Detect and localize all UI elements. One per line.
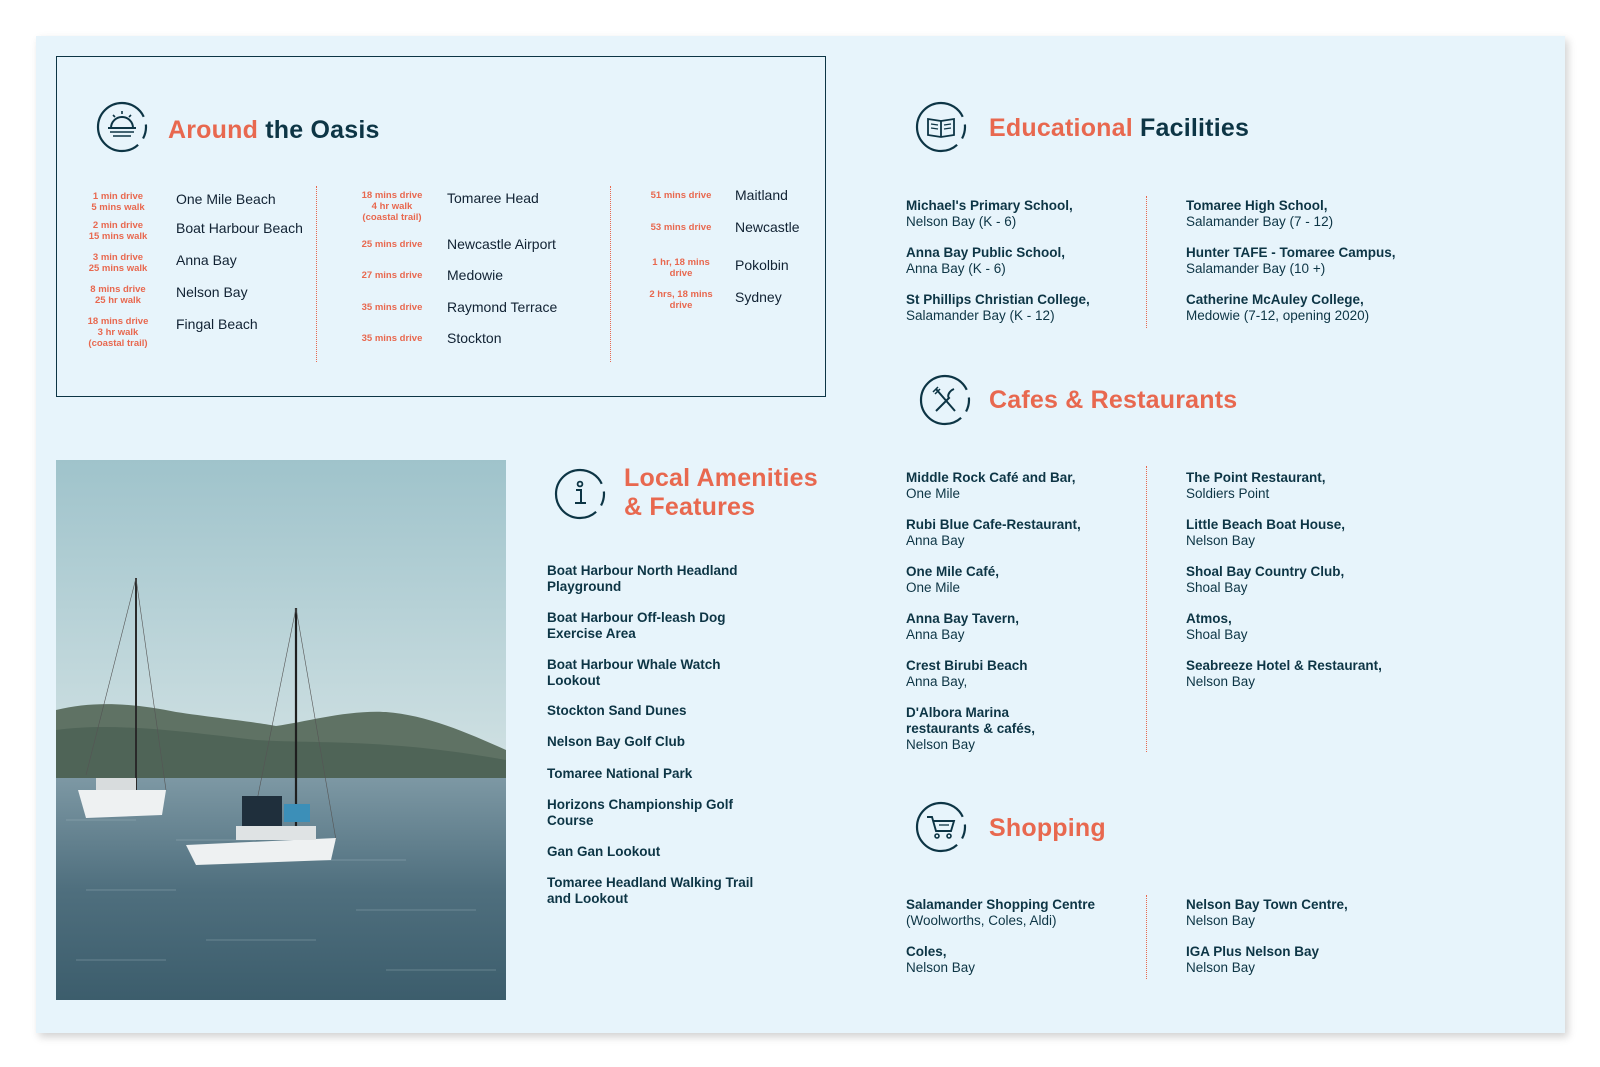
education-heading	[989, 114, 1249, 143]
item-location: Medowie (7-12, opening 2020)	[1186, 308, 1370, 323]
list-item	[1186, 245, 1396, 277]
oasis-distance: 18 mins drive 4 hr walk (coastal trail)	[361, 190, 423, 223]
list-item	[906, 517, 1081, 549]
oasis-place: Boat Harbour Beach	[176, 220, 303, 236]
oasis-place: Anna Bay	[176, 252, 237, 268]
item-location: Nelson Bay	[906, 960, 976, 975]
amenity-item: Boat Harbour Whale Watch Lookout	[547, 657, 721, 688]
item-name: One Mile Café,	[906, 564, 1000, 579]
list-item	[1186, 611, 1248, 643]
oasis-place: Pokolbin	[735, 257, 789, 273]
amenity-item: Gan Gan Lookout	[547, 844, 661, 859]
item-location: Nelson Bay	[906, 737, 976, 752]
list-item	[1186, 517, 1345, 549]
oasis-heading-main: the Oasis	[265, 116, 380, 144]
list-item	[906, 198, 1073, 230]
item-name: Little Beach Boat House,	[1186, 517, 1346, 532]
oasis-heading	[168, 116, 380, 145]
oasis-place: Tomaree Head	[447, 190, 539, 206]
oasis-place: Maitland	[735, 187, 788, 203]
oasis-distance: 18 mins drive 3 hr walk (coastal trail)	[87, 316, 149, 349]
oasis-distance: 2 min drive 15 mins walk	[88, 220, 148, 242]
list-item	[906, 245, 1065, 277]
amenity-item: Stockton Sand Dunes	[547, 703, 687, 718]
book-icon	[915, 101, 967, 153]
sunset-icon	[96, 101, 148, 153]
item-name: The Point Restaurant,	[1186, 470, 1326, 485]
oasis-distance: 1 hr, 18 mins drive	[652, 257, 710, 279]
item-location: Anna Bay	[906, 627, 965, 642]
oasis-distance: 35 mins drive	[361, 302, 423, 313]
item-name: Coles,	[906, 944, 947, 959]
item-name: Rubi Blue Cafe-Restaurant,	[906, 517, 1081, 532]
oasis-distance: 2 hrs, 18 mins drive	[649, 289, 713, 311]
cutlery-icon	[919, 374, 971, 426]
amenity-item: Boat Harbour Off-leash Dog Exercise Area	[547, 610, 726, 641]
item-name: Middle Rock Café and Bar,	[906, 470, 1076, 485]
item-location: One Mile	[906, 486, 961, 501]
sailboats-photo	[56, 460, 506, 1000]
item-name: Crest Birubi Beach	[906, 658, 1028, 673]
amenity-item: Nelson Bay Golf Club	[547, 734, 686, 749]
item-location: Soldiers Point	[1186, 486, 1270, 501]
oasis-place: Sydney	[735, 289, 782, 305]
oasis-place: Raymond Terrace	[447, 299, 558, 315]
oasis-divider-1	[316, 186, 317, 362]
item-name: St Phillips Christian College,	[906, 292, 1090, 307]
item-name: D'Albora Marina restaurants & cafés,	[906, 705, 1036, 736]
education-heading-main: Facilities	[1140, 114, 1250, 142]
list-item	[906, 897, 1095, 929]
item-location: Nelson Bay	[1186, 533, 1256, 548]
list-item	[1186, 897, 1348, 929]
oasis-place: Newcastle Airport	[447, 236, 556, 252]
item-location: (Woolworths, Coles, Aldi)	[906, 913, 1057, 928]
shopping-heading: Shopping	[989, 814, 1106, 842]
item-name: Catherine McAuley College,	[1186, 292, 1364, 307]
education-heading-accent: Educational	[989, 114, 1133, 142]
oasis-place: Stockton	[447, 330, 502, 346]
oasis-distance: 25 mins drive	[361, 239, 423, 250]
oasis-heading-accent: Around	[168, 116, 259, 144]
item-location: Nelson Bay	[1186, 913, 1256, 928]
item-name: Tomaree High School,	[1186, 198, 1328, 213]
amenity-item: Tomaree National Park	[547, 766, 693, 781]
list-item	[906, 564, 999, 596]
item-location: Salamander Bay (7 - 12)	[1186, 214, 1334, 229]
list-item	[906, 611, 1019, 643]
oasis-place: Fingal Beach	[176, 316, 258, 332]
oasis-distance: 27 mins drive	[361, 270, 423, 281]
list-item	[1186, 944, 1319, 976]
shopping-divider	[1146, 895, 1147, 979]
amenity-item: Horizons Championship Golf Course	[547, 797, 733, 828]
oasis-place: Nelson Bay	[176, 284, 248, 300]
list-item	[906, 705, 1035, 753]
item-location: Anna Bay,	[906, 674, 968, 689]
item-location: Nelson Bay	[1186, 674, 1256, 689]
oasis-place: Newcastle	[735, 219, 800, 235]
amenities-heading-line2: & Features	[624, 493, 756, 521]
item-name: Salamander Shopping Centre	[906, 897, 1096, 912]
amenity-item: Boat Harbour North Headland Playground	[547, 563, 738, 594]
list-item	[1186, 658, 1382, 690]
oasis-distance: 8 mins drive 25 hr walk	[90, 284, 146, 306]
oasis-distance: 3 min drive 25 mins walk	[88, 252, 148, 274]
item-name: Michael's Primary School,	[906, 198, 1073, 213]
oasis-divider-2	[610, 186, 611, 362]
list-item	[1186, 564, 1344, 596]
item-location: Shoal Bay	[1186, 580, 1248, 595]
oasis-place: Medowie	[447, 267, 504, 283]
item-name: Hunter TAFE - Tomaree Campus,	[1186, 245, 1396, 260]
amenities-heading-line1: Local Amenities	[624, 464, 818, 492]
item-name: Atmos,	[1186, 611, 1232, 626]
oasis-distance: 35 mins drive	[361, 333, 423, 344]
cafes-heading: Cafes & Restaurants	[989, 386, 1238, 414]
list-item	[1186, 470, 1326, 502]
cafes-divider	[1146, 466, 1147, 752]
list-item	[906, 658, 1028, 690]
oasis-distance: 53 mins drive	[650, 222, 712, 233]
item-location: One Mile	[906, 580, 961, 595]
oasis-distance: 1 min drive 5 mins walk	[91, 191, 145, 213]
list-item	[906, 292, 1090, 324]
oasis-place: One Mile Beach	[176, 191, 276, 207]
oasis-distance: 51 mins drive	[650, 190, 712, 201]
item-name: Shoal Bay Country Club,	[1186, 564, 1345, 579]
item-location: Nelson Bay (K - 6)	[906, 214, 1017, 229]
list-item	[906, 470, 1076, 502]
education-divider	[1146, 196, 1147, 328]
item-name: Seabreeze Hotel & Restaurant,	[1186, 658, 1382, 673]
item-location: Salamander Bay (K - 12)	[906, 308, 1055, 323]
item-name: Anna Bay Tavern,	[906, 611, 1020, 626]
item-location: Anna Bay (K - 6)	[906, 261, 1006, 276]
item-location: Shoal Bay	[1186, 627, 1248, 642]
item-name: Nelson Bay Town Centre,	[1186, 897, 1348, 912]
item-location: Salamander Bay (10 +)	[1186, 261, 1326, 276]
list-item	[906, 944, 975, 976]
item-location: Nelson Bay	[1186, 960, 1256, 975]
item-location: Anna Bay	[906, 533, 965, 548]
info-icon	[554, 468, 606, 520]
cart-icon	[915, 801, 967, 853]
item-name: Anna Bay Public School,	[906, 245, 1066, 260]
list-item	[1186, 198, 1333, 230]
amenity-item: Tomaree Headland Walking Trail and Lookout	[547, 875, 754, 906]
item-name: IGA Plus Nelson Bay	[1186, 944, 1320, 959]
list-item	[1186, 292, 1369, 324]
